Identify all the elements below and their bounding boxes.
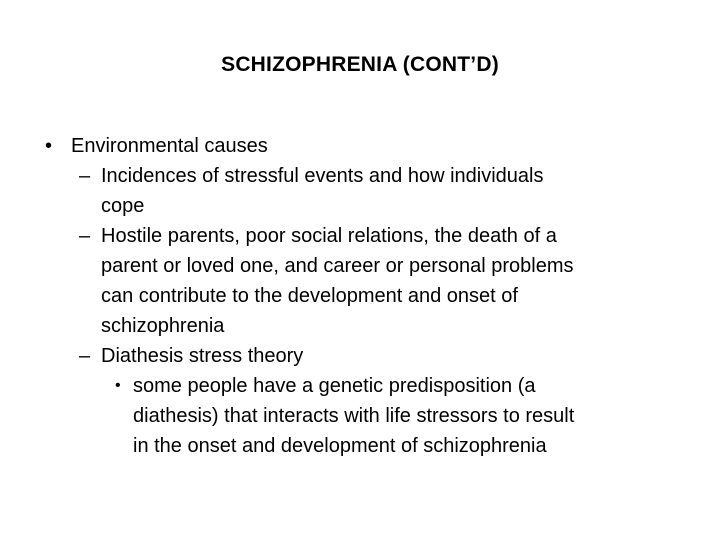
slide-title: SCHIZOPHRENIA (CONT’D)	[221, 53, 499, 76]
text-line: in the onset and development of schizophrenia	[133, 435, 547, 457]
text-line: parent or loved one, and career or personal problems	[101, 255, 574, 277]
sub-item-diathesis-stress-theory	[0, 341, 720, 371]
text-line: some people have a genetic predisposition (a	[133, 375, 536, 397]
sub-sub-item-genetic-predisposition	[0, 371, 720, 461]
slide-body	[0, 131, 720, 461]
sub-item-hostile-parents	[0, 221, 720, 341]
sub-sub-item-text	[133, 371, 683, 461]
bullet-text: Environmental causes	[71, 135, 268, 157]
dash-icon: –	[79, 225, 91, 247]
text-line: schizophrenia	[101, 315, 225, 337]
text-line: Incidences of stressful events and how individuals	[101, 165, 544, 187]
sub-item-stressful-events	[0, 161, 720, 221]
text-line: cope	[101, 195, 145, 217]
sub-item-text	[101, 341, 681, 371]
bullet-item-environmental-causes	[0, 131, 720, 161]
bullet-icon: •	[45, 135, 53, 157]
text-line: Hostile parents, poor social relations, the death of a	[101, 225, 557, 247]
dash-icon: –	[79, 165, 91, 187]
text-line: can contribute to the development and onset of	[101, 285, 518, 307]
text-line: diathesis) that interacts with life stressors to result	[133, 405, 575, 427]
dash-icon: –	[79, 345, 91, 367]
sub-item-text	[101, 161, 681, 221]
sub-item-text	[101, 221, 681, 341]
text-line: Diathesis stress theory	[101, 345, 304, 367]
bullet-icon: •	[115, 377, 121, 394]
